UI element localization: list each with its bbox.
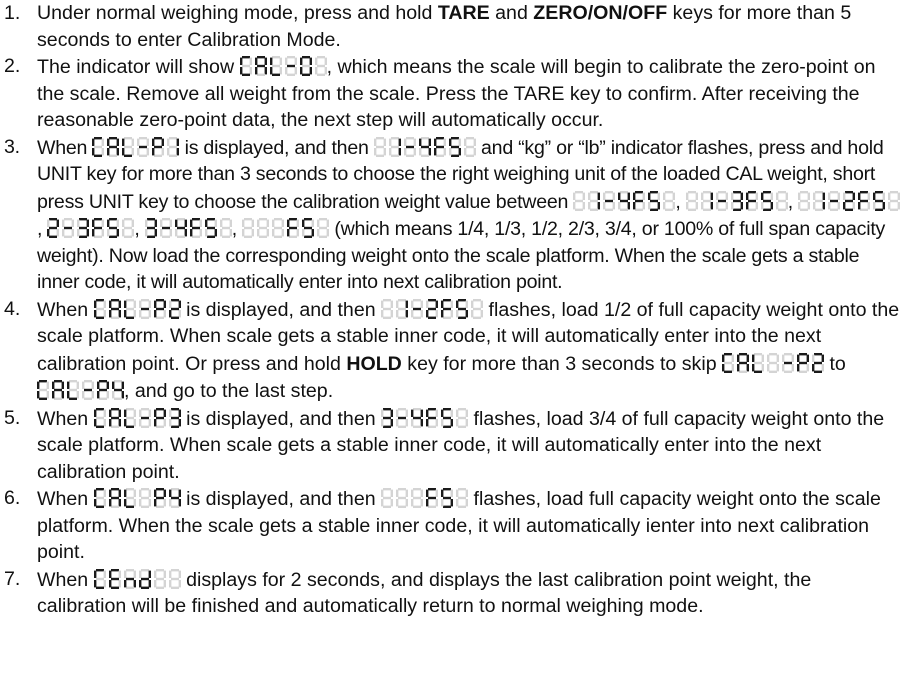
step-text: is displayed, and then — [180, 407, 382, 430]
segment-digit — [92, 137, 104, 157]
step-text: flashes, load 1/2 of full capacity weight onto the scale platform. When scale gets a stable inner code, it will automatically enter into the next calibration point. Or press and hold — [37, 298, 900, 375]
step-text: key for more than 3 seconds to skip — [401, 352, 723, 375]
seven-segment-display-code — [92, 137, 179, 157]
step-item — [0, 296, 904, 405]
seven-segment-glyphs — [240, 56, 327, 76]
segment-digit — [798, 191, 810, 211]
segment-digit — [37, 380, 49, 400]
segment-digit — [154, 299, 166, 319]
segment-digit — [633, 191, 645, 211]
step-text: , — [787, 190, 799, 213]
seven-segment-display-code — [94, 299, 181, 319]
segment-digit — [441, 299, 453, 319]
segment-digit — [737, 353, 749, 373]
segment-digit — [94, 408, 106, 428]
segment-digit — [94, 569, 106, 589]
segment-digit — [52, 380, 64, 400]
step-text: is displayed, and then — [180, 298, 382, 321]
step-text: is displayed, and then — [180, 488, 382, 510]
segment-digit — [220, 218, 232, 238]
seven-segment-display-code — [94, 408, 181, 428]
seven-segment-glyphs — [573, 191, 675, 211]
segment-digit — [109, 569, 121, 589]
seven-segment-glyphs — [94, 569, 181, 589]
segment-digit — [317, 218, 329, 238]
segment-digit — [47, 218, 59, 238]
step-text: When — [37, 488, 94, 510]
step-number: 2. — [4, 55, 21, 77]
segment-digit — [663, 191, 675, 211]
seven-segment-display-code — [94, 488, 181, 508]
segment-digit — [761, 191, 773, 211]
segment-digit — [62, 218, 74, 238]
segment-digit — [92, 218, 104, 238]
step-item — [0, 0, 904, 53]
segment-digit — [124, 488, 136, 508]
seven-segment-display-code — [240, 56, 327, 76]
segment-digit — [381, 488, 393, 508]
seven-segment-glyphs — [798, 191, 900, 211]
segment-digit — [843, 191, 855, 211]
segment-digit — [270, 56, 282, 76]
seven-segment-glyphs — [686, 191, 788, 211]
segment-digit — [302, 218, 314, 238]
segment-digit — [404, 137, 416, 157]
segment-digit — [618, 191, 630, 211]
step-text: The indicator will show — [37, 56, 240, 78]
step-item — [0, 566, 904, 620]
segment-digit — [396, 299, 408, 319]
segment-digit — [716, 191, 728, 211]
segment-digit — [828, 191, 840, 211]
segment-digit — [434, 137, 446, 157]
segment-digit — [109, 408, 121, 428]
segment-digit — [160, 218, 172, 238]
seven-segment-display-code — [242, 218, 329, 238]
step-number: 5. — [4, 406, 21, 429]
step-text: When — [37, 298, 94, 321]
segment-digit — [124, 408, 136, 428]
segment-digit — [154, 569, 166, 589]
segment-digit — [67, 380, 79, 400]
segment-digit — [257, 218, 269, 238]
segment-digit — [411, 299, 423, 319]
seven-segment-glyphs — [374, 137, 476, 157]
segment-digit — [426, 299, 438, 319]
step-text: When — [37, 407, 94, 430]
step-text: displays for 2 seconds, and displays the last calibration point weight, the calibration will be finished and automatically return to normal weighing mode. — [37, 568, 812, 617]
step-text: and “kg” or “lb” indicator flashes, press and hold UNIT key for more than 3 seconds to choose the right weighing unit of the loaded CAL weight, short press UNIT key to choose the calibration weight value between — [37, 136, 884, 213]
segment-digit — [588, 191, 600, 211]
seven-segment-display-code — [573, 191, 675, 211]
step-number: 1. — [4, 2, 21, 24]
segment-digit — [411, 488, 423, 508]
segment-digit — [82, 380, 94, 400]
step-item — [0, 134, 904, 296]
segment-digit — [285, 56, 297, 76]
segment-digit — [109, 299, 121, 319]
seven-segment-glyphs — [94, 408, 181, 428]
segment-digit — [464, 137, 476, 157]
segment-digit — [722, 353, 734, 373]
segment-digit — [411, 408, 423, 428]
segment-digit — [381, 299, 393, 319]
segment-digit — [122, 218, 134, 238]
segment-digit — [746, 191, 758, 211]
segment-digit — [873, 191, 885, 211]
segment-digit — [603, 191, 615, 211]
key-name: ZERO/ON/OFF — [533, 2, 668, 24]
seven-segment-glyphs — [145, 218, 232, 238]
segment-digit — [858, 191, 870, 211]
segment-digit — [419, 137, 431, 157]
seven-segment-display-code — [798, 191, 900, 211]
step-item — [0, 53, 904, 134]
segment-digit — [139, 569, 151, 589]
step-text: and — [489, 2, 534, 24]
segment-digit — [686, 191, 698, 211]
segment-digit — [137, 137, 149, 157]
seven-segment-glyphs — [381, 408, 468, 428]
segment-digit — [374, 137, 386, 157]
seven-segment-display-code — [94, 569, 181, 589]
segment-digit — [389, 137, 401, 157]
segment-digit — [169, 488, 181, 508]
segment-digit — [752, 353, 764, 373]
segment-digit — [190, 218, 202, 238]
segment-digit — [255, 56, 267, 76]
segment-digit — [169, 569, 181, 589]
segment-digit — [97, 380, 109, 400]
segment-digit — [124, 299, 136, 319]
segment-digit — [154, 408, 166, 428]
seven-segment-display-code — [145, 218, 232, 238]
seven-segment-glyphs — [242, 218, 329, 238]
segment-digit — [205, 218, 217, 238]
segment-digit — [731, 191, 743, 211]
segment-digit — [813, 191, 825, 211]
seven-segment-display-code — [37, 380, 124, 400]
seven-segment-glyphs — [37, 380, 124, 400]
segment-digit — [139, 408, 151, 428]
segment-digit — [300, 56, 312, 76]
step-text: , which means the scale will begin to calibrate the zero-point on the scale. Remove all weight from the scale. Press the TARE key to confirm. After receiving the reasonable zero-point data, the next step will automatically occur. — [37, 56, 876, 131]
segment-digit — [77, 218, 89, 238]
segment-digit — [441, 488, 453, 508]
segment-digit — [94, 299, 106, 319]
step-text: , — [675, 190, 686, 213]
segment-digit — [776, 191, 788, 211]
segment-digit — [124, 569, 136, 589]
segment-digit — [107, 137, 119, 157]
segment-digit — [175, 218, 187, 238]
step-text: , — [37, 218, 48, 240]
key-name: HOLD — [346, 352, 402, 375]
segment-digit — [449, 137, 461, 157]
segment-digit — [315, 56, 327, 76]
segment-digit — [767, 353, 779, 373]
step-text: flashes, load 3/4 of full capacity weight onto the scale platform. When scale gets a stable inner code, it will automatically enter into the next calibration point. — [37, 407, 885, 483]
segment-digit — [107, 218, 119, 238]
seven-segment-display-code — [686, 191, 788, 211]
segment-digit — [272, 218, 284, 238]
segment-digit — [456, 408, 468, 428]
segment-digit — [471, 299, 483, 319]
segment-digit — [139, 488, 151, 508]
step-number: 6. — [4, 487, 21, 509]
segment-digit — [648, 191, 660, 211]
step-text: keys for more than 5 seconds to enter Calibration Mode. — [37, 2, 852, 51]
seven-segment-display-code — [374, 137, 476, 157]
segment-digit — [797, 353, 809, 373]
segment-digit — [145, 218, 157, 238]
step-text: is displayed, and then — [179, 136, 374, 159]
segment-digit — [240, 56, 252, 76]
seven-segment-display-code — [381, 408, 468, 428]
seven-segment-display-code — [47, 218, 134, 238]
seven-segment-display-code — [722, 353, 824, 373]
segment-digit — [169, 299, 181, 319]
segment-digit — [122, 137, 134, 157]
segment-digit — [287, 218, 299, 238]
segment-digit — [426, 408, 438, 428]
key-name: TARE — [437, 2, 490, 24]
segment-digit — [888, 191, 900, 211]
segment-digit — [456, 488, 468, 508]
step-item — [0, 405, 904, 486]
segment-digit — [456, 299, 468, 319]
segment-digit — [109, 488, 121, 508]
step-text: , and go to the last step. — [124, 380, 334, 402]
seven-segment-display-code — [381, 488, 468, 508]
segment-digit — [573, 191, 585, 211]
segment-digit — [441, 408, 453, 428]
seven-segment-display-code — [381, 299, 483, 319]
step-number: 3. — [4, 135, 20, 158]
seven-segment-glyphs — [94, 488, 181, 508]
step-number: 7. — [4, 567, 21, 590]
step-number: 4. — [4, 297, 21, 320]
seven-segment-glyphs — [381, 299, 483, 319]
step-item — [0, 485, 904, 566]
step-text: (which means 1/4, 1/3, 1/2, 2/3, 3/4, or 100% of full span capacity weight). Now load the corresponding weight onto the scale platform. When the scale gets a stable inner code, it will automatically enter into next calibration point. — [37, 218, 886, 293]
step-text: , — [134, 218, 145, 240]
seven-segment-glyphs — [94, 299, 181, 319]
segment-digit — [396, 488, 408, 508]
segment-digit — [94, 488, 106, 508]
step-text: to — [824, 352, 846, 375]
segment-digit — [242, 218, 254, 238]
seven-segment-glyphs — [92, 137, 179, 157]
segment-digit — [152, 137, 164, 157]
segment-digit — [396, 408, 408, 428]
segment-digit — [167, 137, 179, 157]
step-text: flashes, load full capacity weight onto the scale platform. When the scale gets a stable inner code, it will automatically ienter into next calibration point. — [37, 488, 881, 563]
step-text: , — [231, 218, 243, 240]
segment-digit — [139, 299, 151, 319]
step-text: When — [37, 136, 93, 159]
segment-digit — [701, 191, 713, 211]
seven-segment-glyphs — [722, 353, 824, 373]
seven-segment-glyphs — [381, 488, 468, 508]
segment-digit — [812, 353, 824, 373]
segment-digit — [169, 408, 181, 428]
step-text: When — [37, 568, 94, 591]
seven-segment-glyphs — [47, 218, 134, 238]
segment-digit — [154, 488, 166, 508]
segment-digit — [782, 353, 794, 373]
segment-digit — [381, 408, 393, 428]
step-text: Under normal weighing mode, press and hold — [37, 2, 438, 24]
segment-digit — [112, 380, 124, 400]
segment-digit — [426, 488, 438, 508]
